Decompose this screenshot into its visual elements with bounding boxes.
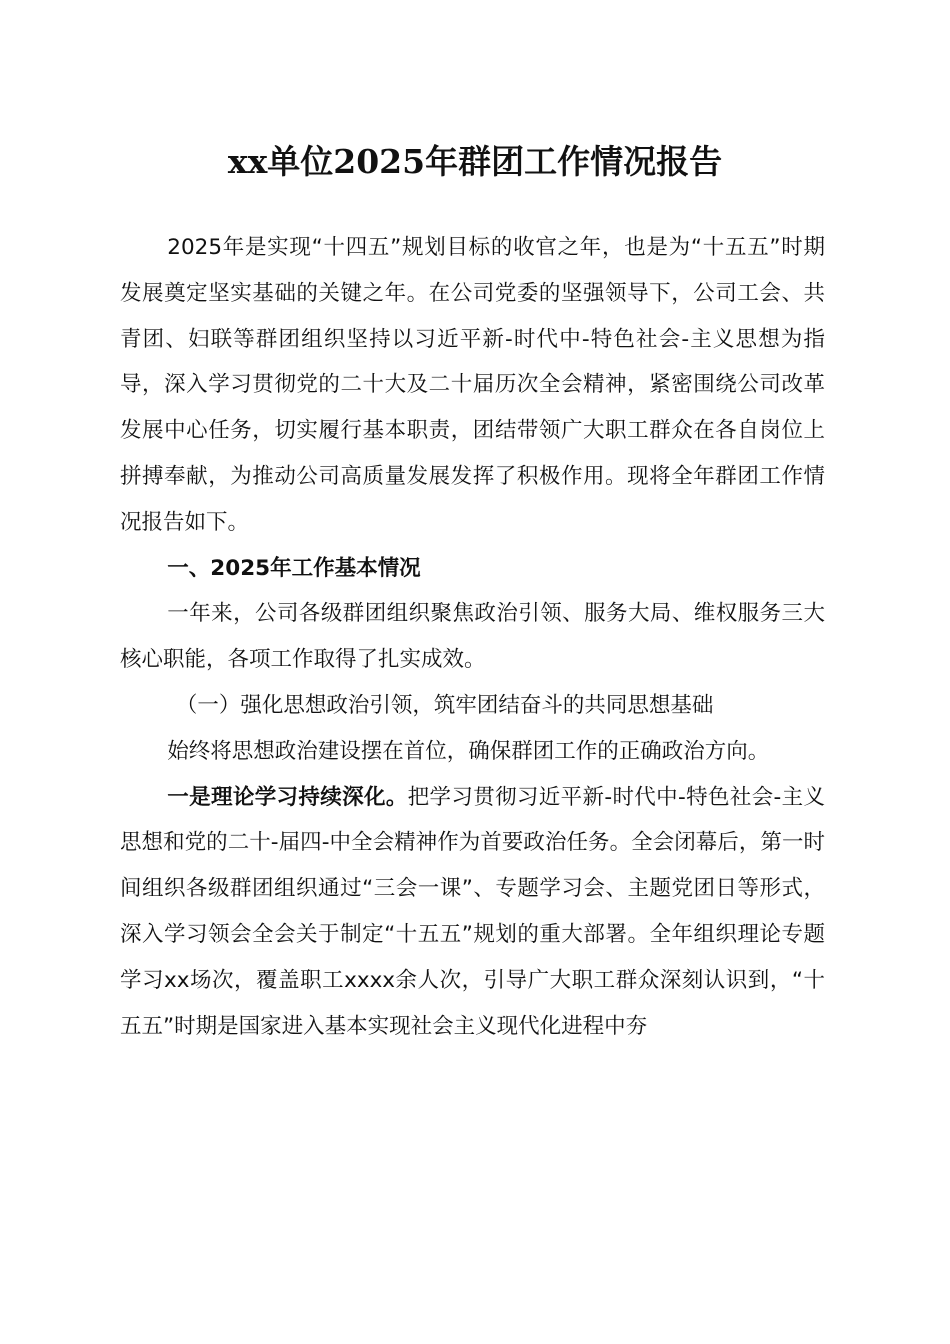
section-intro-paragraph: 一年来，公司各级群团组织聚焦政治引领、服务大局、维权服务三大核心职能，各项工作取得了扎实成效。 xyxy=(120,601,825,673)
point-body: 把学习贯彻习近平新-时代中-特色社会-主义思想和党的二十-届四-中全会精神作为首要政治任务。全会闭幕后，第一时间组织各级群团组织通过“三会一课”、专题学习会、主题党团日等形式，深入学习领会全会关于制定“十五五”规划的重大部署。全年组织理论专题学习xx场次，覆盖职工xxxx余人次，引导广大职工群众深刻认识到，“十五五”时期是国家进入基本实现社会主义现代化进程中夯 xyxy=(120,784,825,1039)
intro-paragraph: 2025年是实现“十四五”规划目标的收官之年，也是为“十五五”时期发展奠定坚实基础的关键之年。在公司党委的坚强领导下，公司工会、共青团、妇联等群团组织坚持以习近平新-时代中-特色社会-主义思想为指导，深入学习贯彻党的二十大及二十届历次全会精神，紧密围绕公司改革发展中心任务，切实履行基本职责，团结带领广大职工群众在各自岗位上拼搏奉献，为推动公司高质量发展发挥了积极作用。现将全年群团工作情况报告如下。 xyxy=(120,235,825,535)
point-lead: 一是理论学习持续深化。 xyxy=(167,784,408,810)
document-title: xx单位2025年群团工作情况报告 xyxy=(227,142,723,181)
document-body xyxy=(120,225,825,1049)
point-paragraph xyxy=(120,775,825,1050)
subsection-intro-paragraph: 始终将思想政治建设摆在首位，确保群团工作的正确政治方向。 xyxy=(167,738,770,764)
section-heading: 一、2025年工作基本情况 xyxy=(167,555,421,581)
subsection-heading: （一）强化思想政治引领，筑牢团结奋斗的共同思想基础 xyxy=(175,692,714,718)
